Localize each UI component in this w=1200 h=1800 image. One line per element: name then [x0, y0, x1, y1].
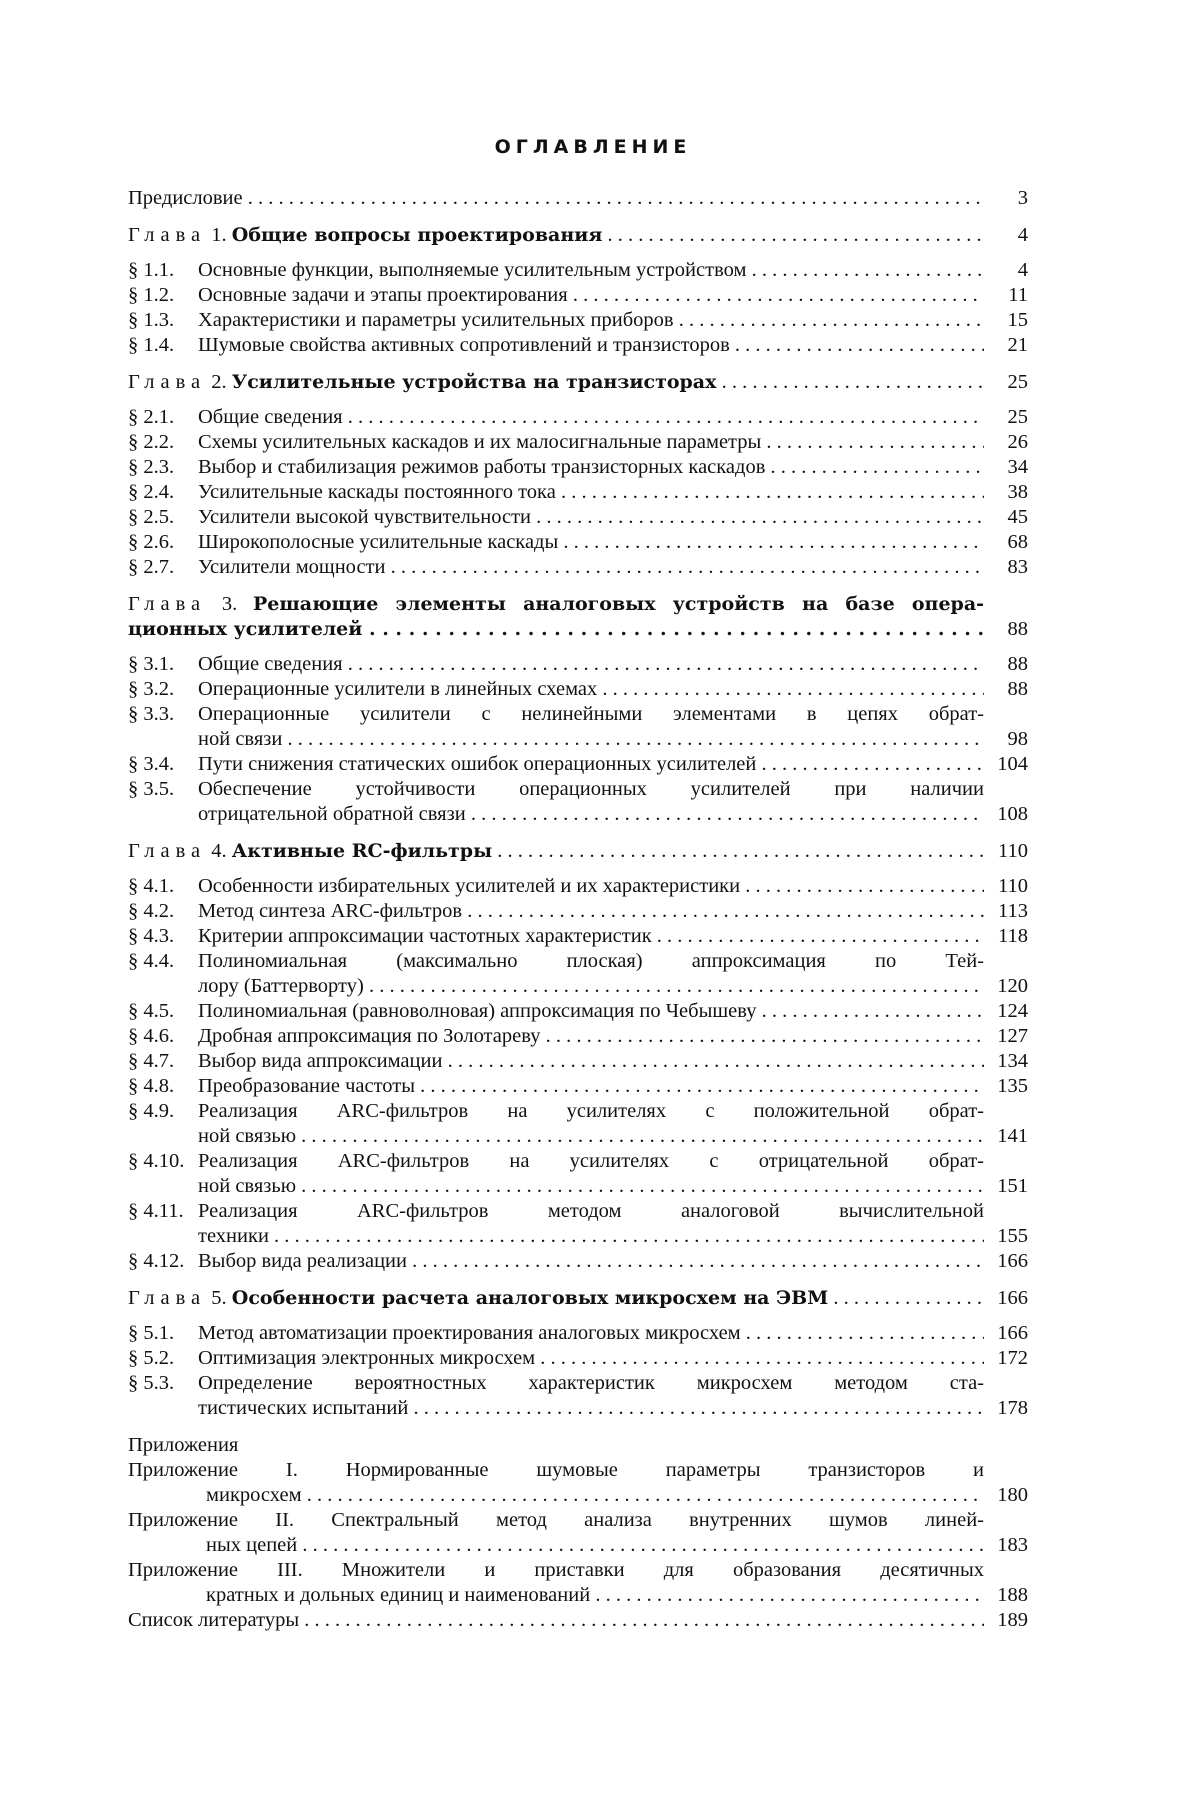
chapter-number: 4.: [211, 840, 227, 862]
appendix-title-rest: ных цепей . . .: [206, 1533, 984, 1558]
appendix-title-rest: микросхем . . .: [206, 1483, 984, 1508]
appendix-title-cont: [128, 1583, 1028, 1608]
appendix-page: 180: [997, 1484, 1028, 1506]
section-number: § 2.1.: [128, 406, 175, 428]
section-number: § 4.9.: [128, 1100, 175, 1122]
section-page: 172: [997, 1347, 1028, 1369]
chapter-lead: Глава: [128, 840, 207, 862]
section-title-cont: [198, 1224, 1028, 1249]
section-page: 178: [997, 1397, 1028, 1419]
section-number: § 4.7.: [128, 1050, 175, 1072]
section-title-cont: [198, 1124, 1028, 1149]
section-number: § 4.2.: [128, 900, 175, 922]
section-number: § 2.6.: [128, 531, 175, 553]
chapter-list: [128, 223, 1028, 1421]
section-title: Общие сведения . . .: [198, 405, 984, 430]
section-title-rest: ной связи . . .: [198, 727, 984, 752]
section-page: 155: [997, 1225, 1028, 1247]
toc-entry: [128, 702, 1028, 752]
section-page: 88: [1007, 678, 1028, 700]
section-title: Операционные усилители с нелинейными элементами в цепях обрат-: [198, 703, 984, 725]
section-number: § 4.10.: [128, 1150, 185, 1172]
chapter-heading: [128, 592, 1028, 642]
appendix-title-rest: кратных и дольных единиц и наименований . . .: [206, 1583, 984, 1608]
toc-entry: [128, 1149, 1028, 1199]
section-title: Полиномиальная (равноволновая) аппроксимация по Чебышеву . . .: [198, 999, 984, 1024]
chapter-heading: [128, 1286, 1028, 1311]
chapter-heading-label: [128, 839, 984, 864]
chapter-page: 25: [1007, 371, 1028, 393]
section-page: 83: [1007, 556, 1028, 578]
chapter-heading: [128, 370, 1028, 395]
chapter-block: [128, 592, 1028, 827]
section-page: 166: [997, 1322, 1028, 1344]
entry-page: 189: [997, 1609, 1028, 1631]
section-title: Реализация ARC-фильтров на усилителях с положительной обрат-: [198, 1100, 984, 1122]
section-number: § 4.11.: [128, 1200, 184, 1222]
toc-entry: [128, 1371, 1028, 1421]
section-page: 88: [1007, 653, 1028, 675]
section-title: Основные задачи и этапы проектирования . . .: [198, 283, 984, 308]
section-page: 110: [998, 875, 1028, 897]
chapter-gap: [128, 864, 1028, 874]
section-body: [198, 1199, 1028, 1249]
chapter-lead: Глава: [128, 224, 207, 246]
section-body: [198, 949, 1028, 999]
section-title: Особенности избирательных усилителей и их характеристики . . .: [198, 874, 984, 899]
section-title: Выбор вида реализации . . .: [198, 1249, 984, 1274]
section-body: [198, 1149, 1028, 1199]
chapter-gap: [128, 395, 1028, 405]
appendix-page: 183: [997, 1534, 1028, 1556]
section-page: 15: [1007, 309, 1028, 331]
section-title-cont: [198, 974, 1028, 999]
chapter-title: Общие вопросы проектирования: [231, 224, 603, 246]
toc-entry: [128, 652, 1028, 677]
section-title-rest: ной связью . . .: [198, 1174, 984, 1199]
toc-entry: [128, 505, 1028, 530]
chapter-heading-label: [128, 370, 984, 395]
section-page: 26: [1007, 431, 1028, 453]
section-page: 135: [997, 1075, 1028, 1097]
section-number: § 1.1.: [128, 259, 175, 281]
toc-entry: [128, 333, 1028, 358]
chapter-page: 166: [997, 1287, 1028, 1309]
toc-entry: [128, 874, 1028, 899]
chapter-block: [128, 223, 1028, 358]
section-body: [198, 1099, 1028, 1149]
chapter-heading-body: [128, 592, 1028, 642]
section-number: § 2.7.: [128, 556, 175, 578]
chapter-page: 88: [1007, 618, 1028, 640]
section-title: Выбор вида аппроксимации . . .: [198, 1049, 984, 1074]
section-title: Преобразование частоты . . .: [198, 1074, 984, 1099]
chapter-heading: [128, 839, 1028, 864]
section-title: Основные функции, выполняемые усилительным устройством . . .: [198, 258, 984, 283]
section-title: Определение вероятностных характеристик микросхем методом ста-: [198, 1372, 984, 1394]
section-number: § 3.2.: [128, 678, 175, 700]
section-page: 108: [997, 803, 1028, 825]
section-title-cont: [198, 1174, 1028, 1199]
section-page: 134: [997, 1050, 1028, 1072]
chapter-block: [128, 839, 1028, 1274]
section-page: 113: [998, 900, 1028, 922]
chapter-lead: Глава: [128, 593, 207, 615]
appendix-list: [128, 1458, 1028, 1608]
section-number: § 3.5.: [128, 778, 175, 800]
chapter-heading: [128, 223, 1028, 248]
section-title: Характеристики и параметры усилительных приборов . . .: [198, 308, 984, 333]
chapter-title: Активные RC-фильтры: [231, 840, 493, 862]
appendix-entry: [128, 1508, 1028, 1558]
section-page: 21: [1007, 334, 1028, 356]
toc-entry: [128, 949, 1028, 999]
section-number: § 2.5.: [128, 506, 175, 528]
section-page: 151: [997, 1175, 1028, 1197]
section-page: 124: [997, 1000, 1028, 1022]
section-number: § 3.4.: [128, 753, 175, 775]
section-title: Обеспечение устойчивости операционных усилителей при наличии: [198, 778, 984, 800]
toc-entry: [128, 677, 1028, 702]
toc-entry: [128, 1049, 1028, 1074]
section-page: 120: [997, 975, 1028, 997]
section-number: § 4.3.: [128, 925, 175, 947]
section-number: § 2.4.: [128, 481, 175, 503]
chapter-gap: [128, 642, 1028, 652]
section-number: § 4.4.: [128, 950, 175, 972]
section-number: § 3.3.: [128, 703, 175, 725]
section-number: § 5.1.: [128, 1322, 175, 1344]
chapter-title: Решающие элементы аналоговых устройств на базе опера-: [252, 593, 985, 615]
appendix-entry: [128, 1558, 1028, 1608]
appendix-title: Приложение II. Спектральный метод анализа внутренних шумов линей-: [128, 1509, 984, 1531]
section-number: § 2.3.: [128, 456, 175, 478]
toc-entry: [128, 924, 1028, 949]
toc-entry: [128, 308, 1028, 333]
section-title: Усилители мощности . . .: [198, 555, 984, 580]
toc-entry: [128, 455, 1028, 480]
toc-entry: [128, 1199, 1028, 1249]
toc-entry: [128, 899, 1028, 924]
section-page: 11: [1008, 284, 1028, 306]
section-title-rest: тистических испытаний . . .: [198, 1396, 984, 1421]
toc-entry: [128, 1249, 1028, 1274]
section-page: 104: [997, 753, 1028, 775]
appendices: [128, 1433, 1028, 1633]
section-title: Метод синтеза ARC-фильтров . . .: [198, 899, 984, 924]
section-title: Схемы усилительных каскадов и их малосигнальные параметры . . .: [198, 430, 984, 455]
entry-label: Список литературы . . .: [128, 1608, 984, 1633]
chapter-heading-cont: [128, 617, 1028, 642]
section-number: § 4.6.: [128, 1025, 175, 1047]
chapter-title: Особенности расчета аналоговых микросхем на ЭВМ: [231, 1287, 829, 1309]
section-title: Оптимизация электронных микросхем . . .: [198, 1346, 984, 1371]
chapter-number: 2.: [211, 371, 227, 393]
toc-entry-bibliography: [128, 1608, 1028, 1633]
toc-entry: [128, 430, 1028, 455]
toc-entry: [128, 777, 1028, 827]
section-number: § 1.4.: [128, 334, 175, 356]
appendix-title: Приложение III. Множители и приставки для образования десятичных: [128, 1559, 984, 1581]
chapter-number: 5.: [211, 1287, 227, 1309]
section-title: Операционные усилители в линейных схемах . . .: [198, 677, 984, 702]
section-page: 4: [1017, 259, 1028, 281]
entry-label: Предисловие . . .: [128, 186, 984, 211]
chapter-number: 3.: [221, 593, 238, 615]
section-page: 45: [1007, 506, 1028, 528]
section-number: § 1.2.: [128, 284, 175, 306]
section-title: Полиномиальная (максимально плоская) аппроксимация по Тей-: [198, 950, 984, 972]
section-page: 25: [1007, 406, 1028, 428]
section-title: Усилительные каскады постоянного тока . . .: [198, 480, 984, 505]
section-page: 118: [998, 925, 1028, 947]
appendix-page: 188: [997, 1584, 1028, 1606]
section-title: Усилители высокой чувствительности . . .: [198, 505, 984, 530]
toc-entry: [128, 752, 1028, 777]
toc-entry: [128, 1099, 1028, 1149]
section-number: § 2.2.: [128, 431, 175, 453]
section-page: 166: [997, 1250, 1028, 1272]
toc-entry: [128, 283, 1028, 308]
section-body: [198, 1371, 1028, 1421]
toc-entry: [128, 1346, 1028, 1371]
chapter-title: Усилительные устройства на транзисторах: [231, 371, 717, 393]
section-page: 34: [1007, 456, 1028, 478]
section-page: 127: [997, 1025, 1028, 1047]
toc-entry: [128, 405, 1028, 430]
section-number: § 3.1.: [128, 653, 175, 675]
section-body: [198, 702, 1028, 752]
section-title-rest: лору (Баттерворту) . . .: [198, 974, 984, 999]
section-title: Дробная аппроксимация по Золотареву . . .: [198, 1024, 984, 1049]
section-number: § 4.12.: [128, 1250, 185, 1272]
section-title-rest: техники . . .: [198, 1224, 984, 1249]
section-title: Реализация ARC-фильтров на усилителях с отрицательной обрат-: [198, 1150, 984, 1172]
section-title: Широкополосные усилительные каскады . . .: [198, 530, 984, 555]
appendix-title-cont: [128, 1483, 1028, 1508]
section-page: 68: [1007, 531, 1028, 553]
section-number: § 5.2.: [128, 1347, 175, 1369]
section-title: Реализация ARC-фильтров методом аналоговой вычислительной: [198, 1200, 984, 1222]
section-title-cont: [198, 1396, 1028, 1421]
page-title: ОГЛАВЛЕНИЕ: [494, 136, 692, 158]
chapter-gap: [128, 1311, 1028, 1321]
chapter-lead: Глава: [128, 371, 207, 393]
chapter-number: 1.: [211, 224, 227, 246]
toc-entry: [128, 1074, 1028, 1099]
section-title-rest: отрицательной обратной связи . . .: [198, 802, 984, 827]
chapter-page: 110: [998, 840, 1028, 862]
section-number: § 1.3.: [128, 309, 175, 331]
toc-entry: [128, 555, 1028, 580]
chapter-block: [128, 370, 1028, 580]
chapter-heading-line: [128, 592, 1028, 617]
section-title: Шумовые свойства активных сопротивлений и транзисторов . . .: [198, 333, 984, 358]
toc-entry-preface: [128, 186, 1028, 211]
appendices-header: Приложения: [128, 1434, 239, 1456]
section-number: § 4.1.: [128, 875, 175, 897]
section-page: 141: [997, 1125, 1028, 1147]
section-number: § 4.5.: [128, 1000, 175, 1022]
section-number: § 5.3.: [128, 1372, 175, 1394]
section-title: Пути снижения статических ошибок операционных усилителей . . .: [198, 752, 984, 777]
section-title: Критерии аппроксимации частотных характеристик . . .: [198, 924, 984, 949]
toc-entry: [128, 480, 1028, 505]
section-title: Метод автоматизации проектирования аналоговых микросхем . . .: [198, 1321, 984, 1346]
section-page: 38: [1007, 481, 1028, 503]
appendix-title-cont: [128, 1533, 1028, 1558]
chapter-page: 4: [1017, 224, 1028, 246]
chapter-block: [128, 1286, 1028, 1421]
toc-entry: [128, 1321, 1028, 1346]
appendix-entry: [128, 1458, 1028, 1508]
chapter-title-cont: ционных усилителей . . .: [128, 617, 984, 642]
chapter-gap: [128, 248, 1028, 258]
toc-entry: [128, 530, 1028, 555]
chapter-heading-label: [128, 1286, 984, 1311]
section-body: [198, 777, 1028, 827]
section-title: Выбор и стабилизация режимов работы транзисторных каскадов . . .: [198, 455, 984, 480]
section-page: 98: [1007, 728, 1028, 750]
table-of-contents: [128, 136, 1028, 1645]
toc-entry: [128, 1024, 1028, 1049]
section-title-cont: [198, 802, 1028, 827]
toc-entry: [128, 999, 1028, 1024]
appendix-title: Приложение I. Нормированные шумовые параметры транзисторов и: [128, 1459, 984, 1481]
section-title-cont: [198, 727, 1028, 752]
section-title-rest: ной связью . . .: [198, 1124, 984, 1149]
entry-page: 3: [1017, 187, 1028, 209]
chapter-heading-label: [128, 223, 984, 248]
toc-entry: [128, 258, 1028, 283]
section-number: § 4.8.: [128, 1075, 175, 1097]
section-title: Общие сведения . . .: [198, 652, 984, 677]
chapter-lead: Глава: [128, 1287, 207, 1309]
